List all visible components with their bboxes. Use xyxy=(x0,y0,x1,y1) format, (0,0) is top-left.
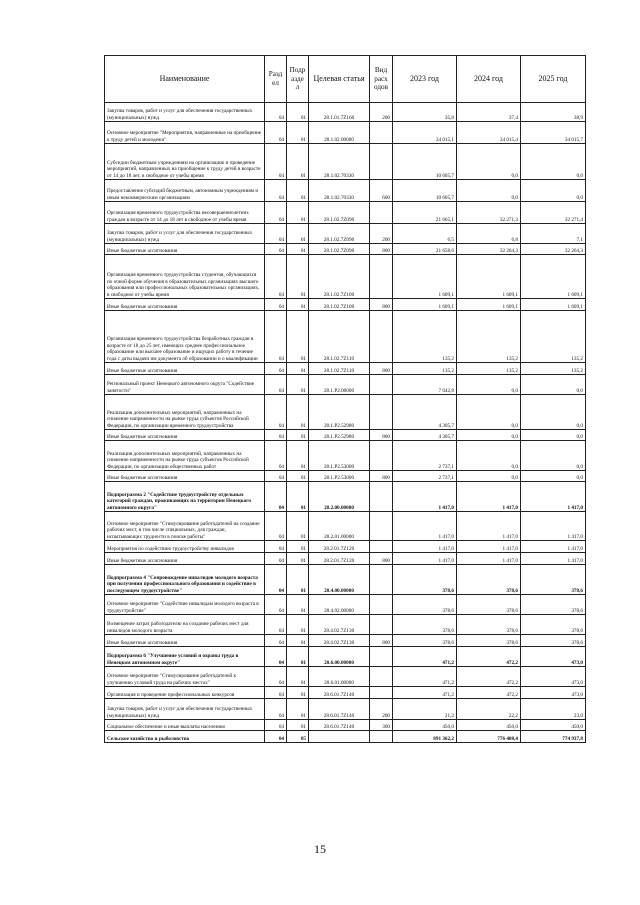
row-value-2025: 34 015,7 xyxy=(521,122,586,144)
row-subsection: 01 xyxy=(287,224,309,244)
table-row xyxy=(105,202,586,224)
table-row xyxy=(105,595,586,615)
row-expense-type xyxy=(370,202,393,224)
table-row xyxy=(105,512,586,541)
header-name: Наименование xyxy=(105,56,265,103)
row-value-2024: 450,0 xyxy=(457,720,521,731)
row-value-2025: 1 609,1 xyxy=(521,299,586,311)
row-section: 04 xyxy=(265,720,287,731)
row-name: Основное мероприятие "Стимулирование работодателей к улучшению условий труда на рабочих местах" xyxy=(105,667,265,687)
row-value-2023: 1 417,0 xyxy=(393,553,457,565)
budget-table xyxy=(104,55,586,743)
table-row xyxy=(105,244,586,255)
row-target-article: 28.6.00.00000 xyxy=(309,647,370,667)
row-subsection: 01 xyxy=(287,699,309,720)
row-target-article: 28.2.01.7Z120 xyxy=(309,553,370,565)
row-value-2024: 1 609,1 xyxy=(457,299,521,311)
row-value-2024: 1 417,0 xyxy=(457,541,521,553)
row-value-2025: 1 417,0 xyxy=(521,541,586,553)
table-row xyxy=(105,553,586,565)
row-section: 04 xyxy=(265,441,287,471)
row-value-2023: 1 417,0 xyxy=(393,512,457,541)
row-expense-type: 800 xyxy=(370,363,393,375)
budget-table-container xyxy=(104,55,585,743)
table-row xyxy=(105,482,586,512)
row-value-2023: 6,5 xyxy=(393,224,457,244)
row-name: Закупка товаров, работ и услуг для обеспечения государственных (муниципальных) нужд xyxy=(105,103,265,122)
row-expense-type: 200 xyxy=(370,699,393,720)
row-section: 04 xyxy=(265,311,287,363)
row-section: 04 xyxy=(265,430,287,441)
row-section: 04 xyxy=(265,647,287,667)
row-value-2025: 0,0 xyxy=(521,430,586,441)
row-value-2023: 378,6 xyxy=(393,595,457,615)
row-value-2025: 0,0 xyxy=(521,471,586,482)
row-value-2024: 1 417,0 xyxy=(457,553,521,565)
row-subsection: 05 xyxy=(287,731,309,743)
row-value-2024: 32 264,3 xyxy=(457,244,521,255)
row-section: 04 xyxy=(265,363,287,375)
row-value-2025: 473,0 xyxy=(521,667,586,687)
row-name: Основное мероприятие "Мероприятия, направленные на приобщение к труду детей и молодежи" xyxy=(105,122,265,144)
row-expense-type xyxy=(370,667,393,687)
row-expense-type: 800 xyxy=(370,471,393,482)
row-section: 04 xyxy=(265,202,287,224)
row-expense-type xyxy=(370,731,393,743)
row-name: Иные бюджетные ассигнования xyxy=(105,430,265,441)
row-value-2024: 378,6 xyxy=(457,595,521,615)
row-target-article: 28.1.P2.52980 xyxy=(309,395,370,430)
row-section: 04 xyxy=(265,595,287,615)
row-value-2024: 0,0 xyxy=(457,430,521,441)
row-value-2024: 378,6 xyxy=(457,615,521,635)
row-value-2024: 32 271,3 xyxy=(457,202,521,224)
row-subsection: 01 xyxy=(287,553,309,565)
row-section: 04 xyxy=(265,395,287,430)
row-target-article: 28.2.01.00000 xyxy=(309,512,370,541)
table-row xyxy=(105,299,586,311)
row-expense-type xyxy=(370,255,393,299)
row-subsection: 01 xyxy=(287,595,309,615)
row-value-2024: 378,6 xyxy=(457,635,521,647)
row-subsection: 01 xyxy=(287,244,309,255)
row-subsection: 01 xyxy=(287,430,309,441)
row-target-article: 28.4.02.7Z130 xyxy=(309,615,370,635)
row-name: Организация временного трудоустройства несовершеннолетних граждан в возрасте от 14 до 18 лет в свободное от учебы время xyxy=(105,202,265,224)
row-section: 04 xyxy=(265,687,287,699)
row-name: Мероприятия по содействию трудоустройству инвалидов xyxy=(105,541,265,553)
row-value-2025: 473,0 xyxy=(521,647,586,667)
row-value-2025: 7,1 xyxy=(521,224,586,244)
row-value-2025: 0,0 xyxy=(521,180,586,202)
row-value-2024: 776 408,4 xyxy=(457,731,521,743)
row-name: Закупка товаров, работ и услуг для обеспечения государственных (муниципальных) нужд xyxy=(105,224,265,244)
row-target-article: 28.6.01.7Z140 xyxy=(309,687,370,699)
row-value-2025: 450,0 xyxy=(521,720,586,731)
row-target-article: 28.1.02.70330 xyxy=(309,180,370,202)
row-section: 04 xyxy=(265,255,287,299)
row-expense-type: 800 xyxy=(370,299,393,311)
row-value-2023: 10 605,7 xyxy=(393,144,457,180)
row-name: Реализация дополнительных мероприятий, направленных на снижение напряженности на рынке труда субъектов Российской Федерации, по организации общественных работ xyxy=(105,441,265,471)
row-name: Социальное обеспечение и иные выплаты населению xyxy=(105,720,265,731)
table-row xyxy=(105,363,586,375)
row-value-2023: 471,2 xyxy=(393,647,457,667)
row-value-2024: 0,0 xyxy=(457,395,521,430)
row-value-2024: 1 417,0 xyxy=(457,512,521,541)
row-name: Субсидии бюджетным учреждениям на организацию и проведение мероприятий, направленных на приобщение к труду детей в возрасте от 14 до 18 лет, в свободное от учебы время xyxy=(105,144,265,180)
row-target-article xyxy=(309,731,370,743)
row-target-article: 28.1.02.7Z090 xyxy=(309,244,370,255)
row-subsection: 01 xyxy=(287,311,309,363)
row-value-2023: 4 305,7 xyxy=(393,430,457,441)
row-subsection: 01 xyxy=(287,180,309,202)
row-target-article: 28.4.00.00000 xyxy=(309,565,370,595)
row-value-2025: 38,9 xyxy=(521,103,586,122)
header-year-2025: 2025 год xyxy=(521,56,586,103)
row-subsection: 01 xyxy=(287,103,309,122)
row-name: Иные бюджетные ассигнования xyxy=(105,363,265,375)
row-value-2025: 32 264,3 xyxy=(521,244,586,255)
row-expense-type: 200 xyxy=(370,224,393,244)
row-target-article: 28.1.02.7Z090 xyxy=(309,202,370,224)
row-target-article: 28.6.01.7Z140 xyxy=(309,699,370,720)
row-name: Подпрограмма 4 "Сопровождение инвалидов молодого возраста при получении профессионального образования и содействие в последующем трудоустройстве" xyxy=(105,565,265,595)
row-expense-type xyxy=(370,311,393,363)
row-name: Иные бюджетные ассигнования xyxy=(105,553,265,565)
table-row xyxy=(105,687,586,699)
row-expense-type xyxy=(370,395,393,430)
table-row xyxy=(105,441,586,471)
row-expense-type: 200 xyxy=(370,103,393,122)
table-row xyxy=(105,375,586,395)
row-value-2025: 378,6 xyxy=(521,635,586,647)
row-value-2023: 7 042,8 xyxy=(393,375,457,395)
row-target-article: 28.1.02.00000 xyxy=(309,122,370,144)
row-value-2024: 135,2 xyxy=(457,311,521,363)
row-value-2024: 472,2 xyxy=(457,687,521,699)
row-name: Закупка товаров, работ и услуг для обеспечения государственных (муниципальных) нужд xyxy=(105,699,265,720)
table-row xyxy=(105,224,586,244)
table-body xyxy=(105,103,586,743)
row-name: Иные бюджетные ассигнования xyxy=(105,471,265,482)
row-value-2025: 0,0 xyxy=(521,395,586,430)
row-value-2025: 1 417,0 xyxy=(521,553,586,565)
table-row xyxy=(105,615,586,635)
row-value-2025: 378,6 xyxy=(521,615,586,635)
table-row xyxy=(105,667,586,687)
row-target-article: 28.6.01.7Z140 xyxy=(309,720,370,731)
row-expense-type: 800 xyxy=(370,244,393,255)
row-target-article: 28.2.01.7Z120 xyxy=(309,541,370,553)
row-subsection: 01 xyxy=(287,122,309,144)
row-section: 04 xyxy=(265,375,287,395)
row-value-2023: 378,6 xyxy=(393,615,457,635)
row-value-2023: 1 609,1 xyxy=(393,299,457,311)
row-subsection: 01 xyxy=(287,687,309,699)
row-name: Организация временного трудоустройства студентов, обучающихся по очной форме обучения в образовательных организациях высшего образования или профессиональных образовательных организациях, в свободное от учебы время xyxy=(105,255,265,299)
row-subsection: 01 xyxy=(287,667,309,687)
row-value-2023: 1 417,0 xyxy=(393,541,457,553)
row-value-2023: 21 658,6 xyxy=(393,244,457,255)
row-section: 04 xyxy=(265,731,287,743)
row-value-2024: 0,0 xyxy=(457,375,521,395)
row-subsection: 01 xyxy=(287,441,309,471)
row-subsection: 01 xyxy=(287,255,309,299)
table-row xyxy=(105,635,586,647)
table-row xyxy=(105,180,586,202)
row-value-2023: 891 362,2 xyxy=(393,731,457,743)
row-expense-type xyxy=(370,482,393,512)
row-subsection: 01 xyxy=(287,363,309,375)
row-value-2023: 2 737,1 xyxy=(393,441,457,471)
table-row xyxy=(105,144,586,180)
row-value-2023: 471,2 xyxy=(393,667,457,687)
row-expense-type: 800 xyxy=(370,553,393,565)
row-subsection: 01 xyxy=(287,482,309,512)
row-subsection: 01 xyxy=(287,720,309,731)
row-value-2025: 774 937,8 xyxy=(521,731,586,743)
row-expense-type xyxy=(370,441,393,471)
row-section: 04 xyxy=(265,144,287,180)
row-value-2023: 1 417,0 xyxy=(393,482,457,512)
row-section: 04 xyxy=(265,244,287,255)
table-row xyxy=(105,541,586,553)
table-header-row xyxy=(105,56,586,103)
header-expense-type: Вид расх одов xyxy=(370,56,393,103)
row-value-2025: 473,0 xyxy=(521,687,586,699)
row-subsection: 01 xyxy=(287,635,309,647)
row-expense-type: 800 xyxy=(370,430,393,441)
row-target-article: 28.1.P2.53000 xyxy=(309,471,370,482)
row-expense-type xyxy=(370,687,393,699)
row-section: 04 xyxy=(265,122,287,144)
row-value-2024: 0,0 xyxy=(457,144,521,180)
row-value-2023: 471,2 xyxy=(393,687,457,699)
row-section: 04 xyxy=(265,699,287,720)
row-value-2025: 135,2 xyxy=(521,311,586,363)
row-value-2025: 1 609,1 xyxy=(521,255,586,299)
row-value-2024: 37,4 xyxy=(457,103,521,122)
row-name: Подпрограмма 2 "Содействие трудоустройству отдельных категорий граждан, проживающих на территории Ненецкого автономного округа" xyxy=(105,482,265,512)
row-target-article: 28.2.00.00000 xyxy=(309,482,370,512)
row-value-2023: 450,0 xyxy=(393,720,457,731)
table-row xyxy=(105,565,586,595)
table-row xyxy=(105,647,586,667)
row-subsection: 01 xyxy=(287,647,309,667)
row-section: 04 xyxy=(265,224,287,244)
row-subsection: 01 xyxy=(287,395,309,430)
row-value-2024: 6,8 xyxy=(457,224,521,244)
row-expense-type: 800 xyxy=(370,635,393,647)
row-target-article: 28.1.02.7Z110 xyxy=(309,363,370,375)
row-target-article: 28.6.01.00000 xyxy=(309,667,370,687)
row-expense-type xyxy=(370,647,393,667)
row-value-2024: 0,0 xyxy=(457,441,521,471)
row-target-article: 28.1.01.7Z160 xyxy=(309,103,370,122)
table-row xyxy=(105,255,586,299)
row-value-2023: 2 737,1 xyxy=(393,471,457,482)
row-name: Сельское хозяйство и рыболовство xyxy=(105,731,265,743)
row-value-2024: 135,2 xyxy=(457,363,521,375)
row-value-2024: 378,6 xyxy=(457,565,521,595)
row-target-article: 28.1.02.70330 xyxy=(309,144,370,180)
row-expense-type xyxy=(370,122,393,144)
row-name: Подпрограмма 6 "Улучшение условий и охраны труда в Ненецком автономном округе" xyxy=(105,647,265,667)
row-section: 04 xyxy=(265,553,287,565)
row-value-2023: 34 015,1 xyxy=(393,122,457,144)
row-value-2023: 135,2 xyxy=(393,311,457,363)
row-value-2023: 10 605,7 xyxy=(393,180,457,202)
table-row xyxy=(105,731,586,743)
table-row xyxy=(105,699,586,720)
header-year-2023: 2023 год xyxy=(393,56,457,103)
row-name: Реализация дополнительных мероприятий, направленных на снижение напряженности на рынке труда субъектов Российской Федерации, по организации временного трудоустройства xyxy=(105,395,265,430)
row-subsection: 01 xyxy=(287,202,309,224)
row-value-2025: 1 417,0 xyxy=(521,512,586,541)
row-expense-type xyxy=(370,512,393,541)
row-subsection: 01 xyxy=(287,512,309,541)
row-expense-type: 300 xyxy=(370,720,393,731)
row-name: Иные бюджетные ассигнования xyxy=(105,299,265,311)
row-value-2023: 1 609,1 xyxy=(393,255,457,299)
row-expense-type xyxy=(370,375,393,395)
header-subsection: Подр азде л xyxy=(287,56,309,103)
row-name: Иные бюджетные ассигнования xyxy=(105,244,265,255)
row-value-2024: 0,0 xyxy=(457,471,521,482)
row-name: Иные бюджетные ассигнования xyxy=(105,635,265,647)
row-value-2024: 472,2 xyxy=(457,647,521,667)
row-expense-type xyxy=(370,615,393,635)
row-section: 04 xyxy=(265,635,287,647)
row-name: Региональный проект Ненецкого автономного округа "Содействие занятости" xyxy=(105,375,265,395)
row-subsection: 01 xyxy=(287,565,309,595)
row-value-2025: 0,0 xyxy=(521,144,586,180)
row-value-2023: 21 665,1 xyxy=(393,202,457,224)
row-target-article: 28.4.02.00000 xyxy=(309,595,370,615)
row-name: Основное мероприятие "Содействие инвалидам молодого возраста в трудоустройстве" xyxy=(105,595,265,615)
page-number: 15 xyxy=(314,842,326,856)
row-target-article: 28.1.P2.00000 xyxy=(309,375,370,395)
row-name: Возмещение затрат работодателю на создание рабочих мест для инвалидов молодого возраста xyxy=(105,615,265,635)
row-value-2024: 22,2 xyxy=(457,699,521,720)
row-section: 04 xyxy=(265,299,287,311)
row-section: 04 xyxy=(265,541,287,553)
table-row xyxy=(105,471,586,482)
row-section: 04 xyxy=(265,471,287,482)
header-section: Разд ел xyxy=(265,56,287,103)
row-target-article: 28.1.02.7Z110 xyxy=(309,311,370,363)
row-value-2024: 1 609,1 xyxy=(457,255,521,299)
row-value-2025: 23,0 xyxy=(521,699,586,720)
header-year-2024: 2024 год xyxy=(457,56,521,103)
row-subsection: 01 xyxy=(287,615,309,635)
row-section: 04 xyxy=(265,180,287,202)
table-row xyxy=(105,430,586,441)
row-value-2025: 1 417,0 xyxy=(521,482,586,512)
row-target-article: 28.1.P2.53000 xyxy=(309,441,370,471)
header-target-article: Целевая статья xyxy=(309,56,370,103)
row-value-2023: 135,2 xyxy=(393,363,457,375)
row-value-2024: 0,0 xyxy=(457,180,521,202)
table-row xyxy=(105,103,586,122)
row-section: 04 xyxy=(265,512,287,541)
row-target-article: 28.1.02.7Z100 xyxy=(309,299,370,311)
row-value-2024: 1 417,0 xyxy=(457,482,521,512)
row-expense-type xyxy=(370,565,393,595)
row-name: Предоставление субсидий бюджетным, автономным учреждениям и иным некоммерческим организациям xyxy=(105,180,265,202)
row-value-2025: 378,6 xyxy=(521,565,586,595)
row-section: 04 xyxy=(265,482,287,512)
row-value-2025: 378,6 xyxy=(521,595,586,615)
row-value-2024: 34 015,4 xyxy=(457,122,521,144)
row-target-article: 28.1.P2.52980 xyxy=(309,430,370,441)
row-target-article: 28.4.02.7Z130 xyxy=(309,635,370,647)
row-value-2025: 0,0 xyxy=(521,375,586,395)
row-value-2023: 378,6 xyxy=(393,565,457,595)
row-value-2023: 21,2 xyxy=(393,699,457,720)
row-section: 04 xyxy=(265,103,287,122)
row-target-article: 28.1.02.7Z090 xyxy=(309,224,370,244)
row-section: 04 xyxy=(265,615,287,635)
row-name: Основное мероприятие "Стимулирование работодателей на создание рабочих мест, в том числе специальных, для граждан, испытывающих трудности в поиске работы" xyxy=(105,512,265,541)
row-subsection: 01 xyxy=(287,471,309,482)
row-value-2024: 472,2 xyxy=(457,667,521,687)
row-subsection: 01 xyxy=(287,144,309,180)
row-subsection: 01 xyxy=(287,541,309,553)
row-subsection: 01 xyxy=(287,299,309,311)
row-value-2025: 32 271,4 xyxy=(521,202,586,224)
row-name: Организация временного трудоустройства безработных граждан в возрасте от 18 до 25 лет, имеющих среднее профессиональное образование или высшее образование и ищущих работу в течение года с даты выдачи им документа об образовании и о квалификации xyxy=(105,311,265,363)
row-section: 04 xyxy=(265,565,287,595)
table-row xyxy=(105,311,586,363)
row-name: Организация и проведение профессиональных конкурсов xyxy=(105,687,265,699)
row-target-article: 28.1.02.7Z100 xyxy=(309,255,370,299)
table-row xyxy=(105,720,586,731)
table-row xyxy=(105,122,586,144)
row-expense-type xyxy=(370,144,393,180)
row-expense-type xyxy=(370,541,393,553)
row-value-2023: 4 305,7 xyxy=(393,395,457,430)
row-section: 04 xyxy=(265,667,287,687)
row-subsection: 01 xyxy=(287,375,309,395)
table-row xyxy=(105,395,586,430)
row-value-2025: 135,2 xyxy=(521,363,586,375)
row-value-2025: 0,0 xyxy=(521,441,586,471)
row-value-2023: 35,8 xyxy=(393,103,457,122)
row-value-2023: 378,6 xyxy=(393,635,457,647)
row-expense-type: 600 xyxy=(370,180,393,202)
row-expense-type xyxy=(370,595,393,615)
